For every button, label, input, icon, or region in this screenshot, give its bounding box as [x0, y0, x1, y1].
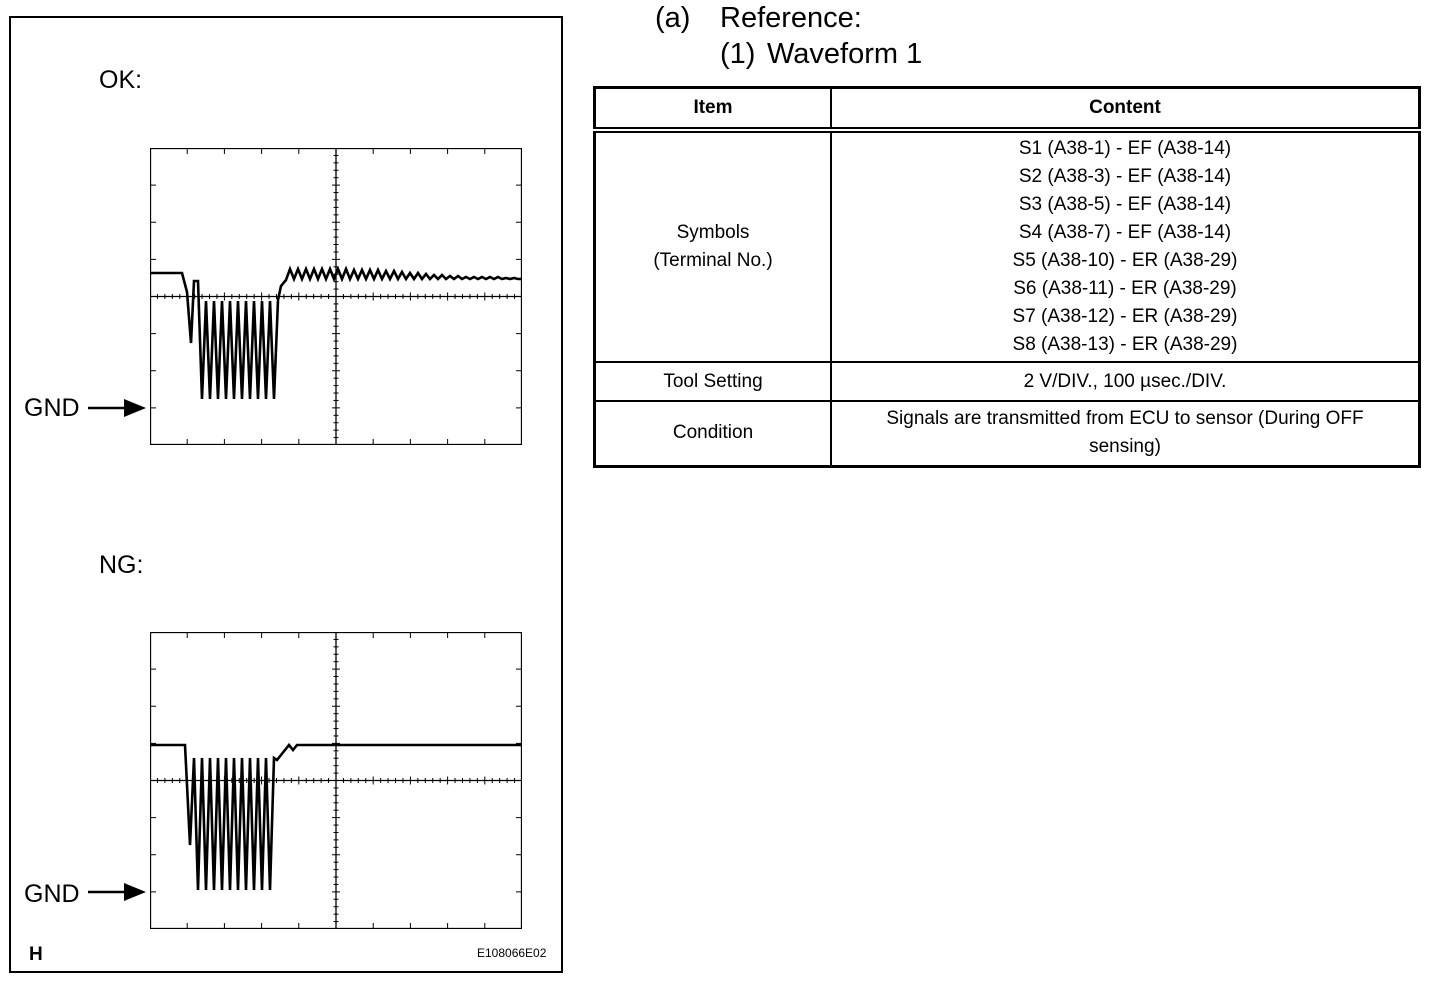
- gnd-label-ok: GND: [24, 394, 80, 422]
- reference-table: [593, 86, 1421, 468]
- table-row-tool-setting: [595, 362, 1420, 401]
- oscilloscope-ng: [150, 632, 522, 929]
- column-header-content: Content: [831, 88, 1420, 131]
- gnd-arrow-ok-icon: [88, 398, 146, 418]
- table-header-row: [595, 88, 1420, 131]
- section-title: Reference:: [720, 2, 862, 34]
- subsection-marker: (1): [720, 38, 756, 70]
- ng-label: NG:: [99, 551, 144, 579]
- table-row-condition: [595, 401, 1420, 466]
- subsection-title: Waveform 1: [767, 38, 923, 70]
- row-item-symbols: Symbols (Terminal No.): [595, 130, 832, 362]
- row-content-symbols: S1 (A38-1) - EF (A38-14) S2 (A38-3) - EF (A38-14) S3 (A38-5) - EF (A38-14) S4 (A38-7) - EF (A38-14) S5 (A38-10) - ER (A38-29) S6 (A38-11) - ER (A38-29) S7 (A38-12) - ER (A38-29) S8 (A38-13) - ER (A38-29): [831, 130, 1420, 362]
- row-content-tool-setting: 2 V/DIV., 100 µsec./DIV.: [831, 362, 1420, 401]
- figure-code: E108066E02: [477, 946, 547, 960]
- figure-corner-letter: H: [29, 944, 43, 965]
- row-item-tool-setting: Tool Setting: [595, 362, 832, 401]
- ok-label: OK:: [99, 66, 143, 94]
- row-content-condition: Signals are transmitted from ECU to sensor (During OFF sensing): [831, 401, 1420, 466]
- gnd-arrow-ng-icon: [88, 882, 146, 902]
- oscilloscope-ok: [150, 148, 522, 445]
- column-header-item: Item: [595, 88, 832, 131]
- gnd-label-ng: GND: [24, 880, 80, 908]
- row-item-condition: Condition: [595, 401, 832, 466]
- section-marker: (a): [655, 2, 691, 34]
- table-row-symbols: [595, 130, 1420, 362]
